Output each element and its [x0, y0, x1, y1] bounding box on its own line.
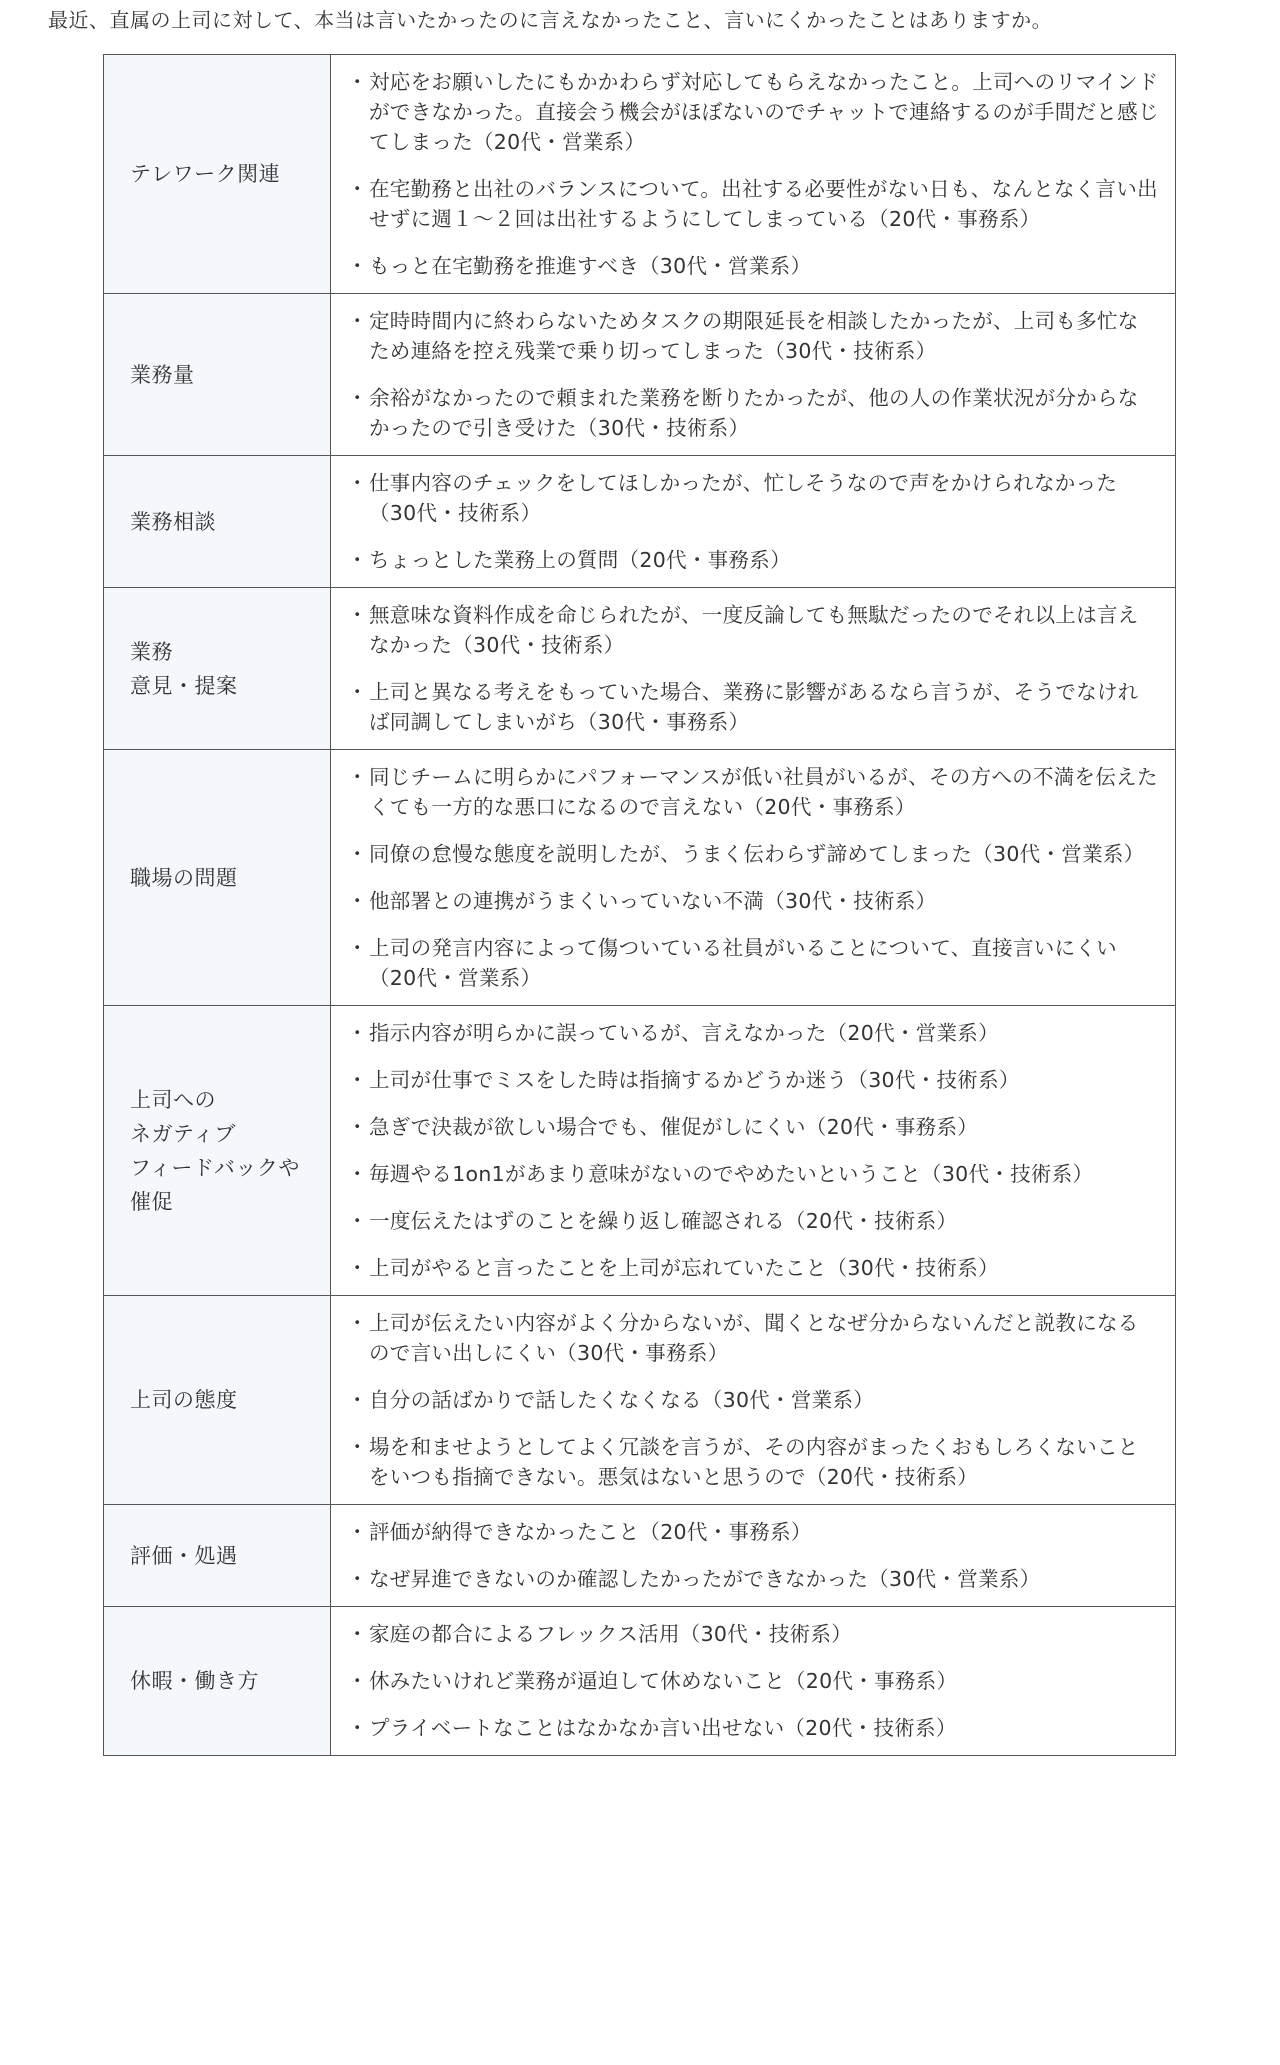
bullet-icon: ・: [347, 386, 368, 410]
category-label: 業務量: [130, 362, 195, 387]
bullet-icon: ・: [347, 936, 368, 960]
table-row: [104, 294, 1176, 456]
bullet-icon: ・: [347, 1716, 368, 1740]
comment-item: [347, 251, 1159, 281]
comments-cell: [331, 294, 1176, 456]
bullet-icon: ・: [347, 177, 368, 201]
comment-text: 余裕がなかったので頼まれた業務を断りたかったが、他の人の作業状況が分からなかったので引き受けた（30代・技術系）: [369, 386, 1139, 440]
comments-cell: [331, 456, 1176, 588]
table-row: [104, 1607, 1176, 1756]
comment-text: 在宅勤務と出社のバランスについて。出社する必要性がない日も、なんとなく言い出せずに週１〜２回は出社するようにしてしまっている（20代・事務系）: [369, 177, 1158, 231]
bullet-icon: ・: [347, 680, 368, 704]
bullet-icon: ・: [347, 1021, 368, 1045]
comment-item: [347, 67, 1159, 157]
survey-question: 最近、直属の上司に対して、本当は言いたかったのに言えなかったこと、言いにくかったことはありますか。: [48, 8, 1053, 32]
comment-item: [347, 762, 1159, 822]
comment-item: [347, 933, 1159, 993]
table-row: [104, 1296, 1176, 1505]
bullet-icon: ・: [347, 889, 368, 913]
category-label: フィードバックや: [130, 1155, 300, 1180]
category-label: 業務相談: [130, 509, 216, 534]
comment-text: 評価が納得できなかったこと（20代・事務系）: [369, 1520, 812, 1544]
comments-cell: [331, 1505, 1176, 1607]
category-label: 職場の問題: [130, 865, 238, 890]
category-label: 評価・処遇: [130, 1543, 238, 1568]
comment-text: 同僚の怠慢な態度を説明したが、うまく伝わらず諦めてしまった（30代・営業系）: [369, 842, 1145, 866]
bullet-icon: ・: [347, 254, 368, 278]
comment-item: [347, 1308, 1159, 1368]
bullet-icon: ・: [347, 1068, 368, 1092]
bullet-icon: ・: [347, 471, 368, 495]
comment-text: 上司の発言内容によって傷ついている社員がいることについて、直接言いにくい（20代・営業系）: [369, 936, 1117, 990]
table-row: [104, 55, 1176, 294]
comment-item: [347, 306, 1159, 366]
comment-text: 毎週やる1on1があまり意味がないのでやめたいということ（30代・技術系）: [369, 1162, 1094, 1186]
bullet-icon: ・: [347, 1209, 368, 1233]
comment-item: [347, 1206, 1159, 1236]
bullet-icon: ・: [347, 842, 368, 866]
category-cell: [104, 456, 331, 588]
bullet-icon: ・: [347, 603, 368, 627]
bullet-icon: ・: [347, 309, 368, 333]
comment-item: [347, 1159, 1159, 1189]
comment-text: 急ぎで決裁が欲しい場合でも、催促がしにくい（20代・事務系）: [369, 1115, 979, 1139]
comment-item: [347, 468, 1159, 528]
bullet-icon: ・: [347, 1162, 368, 1186]
comment-text: 仕事内容のチェックをしてほしかったが、忙しそうなので声をかけられなかった（30代・技術系）: [369, 471, 1118, 525]
bullet-icon: ・: [347, 1115, 368, 1139]
comments-cell: [331, 1296, 1176, 1505]
bullet-icon: ・: [347, 1520, 368, 1544]
comments-cell: [331, 55, 1176, 294]
comment-item: [347, 545, 1159, 575]
comment-item: [347, 1517, 1159, 1547]
bullet-icon: ・: [347, 1622, 368, 1646]
category-label: 業務: [130, 639, 173, 664]
comment-text: 定時時間内に終わらないためタスクの期限延長を相談したかったが、上司も多忙なため連絡を控え残業で乗り切ってしまった（30代・技術系）: [369, 309, 1139, 363]
comment-item: [347, 839, 1159, 869]
table-row: [104, 1505, 1176, 1607]
comment-item: [347, 1253, 1159, 1283]
comment-text: 上司が伝えたい内容がよく分からないが、聞くとなぜ分からないんだと説教になるので言い出しにくい（30代・事務系）: [369, 1311, 1139, 1365]
bullet-icon: ・: [347, 1388, 368, 1412]
category-label: 催促: [130, 1189, 173, 1214]
bullet-icon: ・: [347, 70, 368, 94]
comments-cell: [331, 1607, 1176, 1756]
comment-item: [347, 1564, 1159, 1594]
bullet-icon: ・: [347, 548, 368, 572]
comment-text: 一度伝えたはずのことを繰り返し確認される（20代・技術系）: [369, 1209, 958, 1233]
comment-text: ちょっとした業務上の質問（20代・事務系）: [369, 548, 791, 572]
comment-item: [347, 1666, 1159, 1696]
comment-item: [347, 1619, 1159, 1649]
category-cell: [104, 294, 331, 456]
comment-item: [347, 1385, 1159, 1415]
bullet-icon: ・: [347, 1311, 368, 1335]
category-cell: [104, 588, 331, 750]
comment-item: [347, 1432, 1159, 1492]
table-body: [104, 55, 1176, 1756]
comment-text: 指示内容が明らかに誤っているが、言えなかった（20代・営業系）: [369, 1021, 999, 1045]
table-row: [104, 1006, 1176, 1296]
table-row: [104, 456, 1176, 588]
comment-text: 自分の話ばかりで話したくなくなる（30代・営業系）: [369, 1388, 875, 1412]
comment-item: [347, 600, 1159, 660]
category-cell: [104, 1505, 331, 1607]
bullet-icon: ・: [347, 765, 368, 789]
category-cell: [104, 1607, 331, 1756]
table-row: [104, 588, 1176, 750]
comment-text: 上司がやると言ったことを上司が忘れていたこと（30代・技術系）: [369, 1256, 999, 1280]
comment-text: 上司が仕事でミスをした時は指摘するかどうか迷う（30代・技術系）: [369, 1068, 1020, 1092]
comment-item: [347, 677, 1159, 737]
comment-item: [347, 1112, 1159, 1142]
comment-text: プライベートなことはなかなか言い出せない（20代・技術系）: [369, 1716, 957, 1740]
comment-item: [347, 1713, 1159, 1743]
category-cell: [104, 1296, 331, 1505]
category-cell: [104, 1006, 331, 1296]
bullet-icon: ・: [347, 1669, 368, 1693]
comment-text: もっと在宅勤務を推進すべき（30代・営業系）: [369, 254, 812, 278]
comment-text: 無意味な資料作成を命じられたが、一度反論しても無駄だったのでそれ以上は言えなかった（30代・技術系）: [369, 603, 1139, 657]
category-label: 上司の態度: [130, 1388, 238, 1412]
comments-cell: [331, 1006, 1176, 1296]
category-cell: [104, 55, 331, 294]
comment-item: [347, 174, 1159, 234]
comment-text: 同じチームに明らかにパフォーマンスが低い社員がいるが、その方への不満を伝えたくても一方的な悪口になるので言えない（20代・事務系）: [369, 765, 1158, 819]
category-label: ネガティブ: [130, 1121, 236, 1146]
comments-cell: [331, 750, 1176, 1006]
category-label: 上司への: [130, 1087, 216, 1112]
comment-text: 休みたいけれど業務が逼迫して休めないこと（20代・事務系）: [369, 1669, 958, 1693]
comment-text: 対応をお願いしたにもかかわらず対応してもらえなかったこと。上司へのリマインドができなかった。直接会う機会がほぼないのでチャットで連絡するのが手間だと感じてしまった（20代・営業系）: [369, 70, 1159, 154]
comment-item: [347, 383, 1159, 443]
category-cell: [104, 750, 331, 1006]
comment-item: [347, 1018, 1159, 1048]
comments-cell: [331, 588, 1176, 750]
comment-text: 上司と異なる考えをもっていた場合、業務に影響があるなら言うが、そうでなければ同調してしまいがち（30代・事務系）: [369, 680, 1139, 734]
bullet-icon: ・: [347, 1435, 368, 1459]
comment-text: 他部署との連携がうまくいっていない不満（30代・技術系）: [369, 889, 937, 913]
comment-text: なぜ昇進できないのか確認したかったができなかった（30代・営業系）: [369, 1567, 1041, 1591]
survey-results-table: [103, 54, 1176, 1756]
comment-item: [347, 1065, 1159, 1095]
category-label: 意見・提案: [130, 673, 238, 698]
category-label: 休暇・働き方: [130, 1669, 259, 1693]
bullet-icon: ・: [347, 1567, 368, 1591]
category-label: テレワーク関連: [130, 162, 281, 186]
bullet-icon: ・: [347, 1256, 368, 1280]
table-row: [104, 750, 1176, 1006]
comment-text: 場を和ませようとしてよく冗談を言うが、その内容がまったくおもしろくないことをいつも指摘できない。悪気はないと思うので（20代・技術系）: [369, 1435, 1139, 1489]
comment-text: 家庭の都合によるフレックス活用（30代・技術系）: [369, 1622, 853, 1646]
comment-item: [347, 886, 1159, 916]
